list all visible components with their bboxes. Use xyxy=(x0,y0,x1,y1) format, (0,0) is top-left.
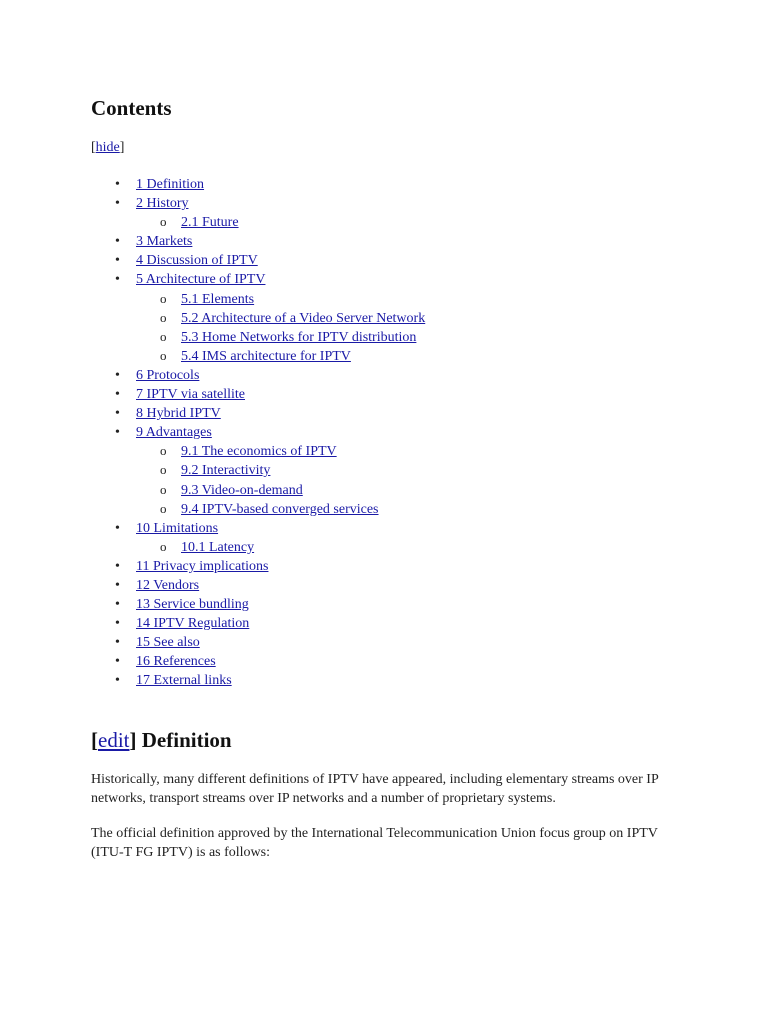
toc-subitem xyxy=(136,538,425,557)
toc-sublink[interactable]: 5.1 Elements xyxy=(181,291,255,307)
toc-list xyxy=(91,175,425,691)
toc-subitem xyxy=(136,500,425,519)
toc-sublink[interactable]: 5.3 Home Networks for IPTV distribution xyxy=(181,329,417,345)
toc-link[interactable]: 17 External links xyxy=(136,673,232,689)
toc-item xyxy=(91,671,425,690)
toc-item xyxy=(91,385,425,404)
edit-section-link[interactable]: edit xyxy=(98,728,130,752)
toc-toggle-open-bracket: [ xyxy=(91,140,96,155)
toc-sublink[interactable]: 9.2 Interactivity xyxy=(181,463,271,479)
toc-link[interactable]: 8 Hybrid IPTV xyxy=(136,406,221,422)
toc-link[interactable]: 13 Service bundling xyxy=(136,597,249,613)
toc-subitem xyxy=(136,328,425,347)
toc-link[interactable]: 7 IPTV via satellite xyxy=(136,387,245,403)
toc-subitem xyxy=(136,481,425,500)
toc-link[interactable]: 12 Vendors xyxy=(136,577,200,593)
toc-item xyxy=(91,423,425,518)
toc-item xyxy=(91,519,425,557)
toc-title: Contents xyxy=(91,96,172,120)
toc-link[interactable]: 9 Advantages xyxy=(136,425,212,441)
section-heading-definition xyxy=(91,726,232,754)
toc-sublink[interactable]: 10.1 Latency xyxy=(181,539,255,555)
toc-sublist xyxy=(136,442,425,518)
toc-sublist xyxy=(136,290,425,366)
toc-subitem xyxy=(136,461,425,480)
toc-sublink[interactable]: 9.3 Video-on-demand xyxy=(181,482,303,498)
toc-subitem xyxy=(136,442,425,461)
toc-link[interactable]: 6 Protocols xyxy=(136,367,200,383)
toc-link[interactable]: 11 Privacy implications xyxy=(136,558,269,574)
hide-toc-link[interactable]: hide xyxy=(95,140,120,155)
toc-item xyxy=(91,557,425,576)
definition-paragraph-2: The official definition approved by the International Telecommunication Union focus group on IPTV (ITU-T FG IPTV) is as follows: xyxy=(91,826,658,860)
toc-link[interactable]: 4 Discussion of IPTV xyxy=(136,253,258,269)
toc-sublink[interactable]: 5.4 IMS architecture for IPTV xyxy=(181,348,351,364)
definition-paragraph-1: Historically, many different definitions of IPTV have appeared, including elementary streams over IP networks, transport streams over IP networks and a number of proprietary systems. xyxy=(91,772,659,806)
toc-sublink[interactable]: 5.2 Architecture of a Video Server Network xyxy=(181,310,426,326)
toc-item xyxy=(91,652,425,671)
toc-link[interactable]: 1 Definition xyxy=(136,177,205,192)
toc-sublist xyxy=(136,213,425,232)
toc-sublink[interactable]: 9.1 The economics of IPTV xyxy=(181,444,337,460)
toc-link[interactable]: 10 Limitations xyxy=(136,520,219,536)
toc-sublink[interactable]: 9.4 IPTV-based converged services xyxy=(181,501,379,517)
toc-item xyxy=(91,251,425,270)
toc-item xyxy=(91,576,425,595)
toc-item xyxy=(91,175,425,194)
toc-link[interactable]: 15 See also xyxy=(136,635,200,651)
toc-subitem xyxy=(136,347,425,366)
toc-link[interactable]: 14 IPTV Regulation xyxy=(136,616,250,632)
toc-link[interactable]: 2 History xyxy=(136,196,189,212)
toc-toggle-close-bracket: ] xyxy=(119,140,125,155)
toc-item xyxy=(91,270,425,365)
toc-subitem xyxy=(136,290,425,309)
toc-link[interactable]: 3 Markets xyxy=(136,234,193,250)
toc-link[interactable]: 16 References xyxy=(136,654,216,670)
toc-item xyxy=(91,404,425,423)
toc-item xyxy=(91,366,425,385)
edit-open-bracket: [ xyxy=(91,728,98,752)
edit-close-bracket: ] xyxy=(129,728,137,752)
toc-sublist xyxy=(136,538,425,557)
toc-toggle xyxy=(91,139,124,157)
section-title: Definition xyxy=(136,728,232,752)
toc-item xyxy=(91,595,425,614)
toc-item xyxy=(91,194,425,232)
toc-item xyxy=(91,633,425,652)
toc-item xyxy=(91,232,425,251)
toc-item xyxy=(91,614,425,633)
toc-subitem xyxy=(136,309,425,328)
toc-subitem xyxy=(136,213,425,232)
toc-sublink[interactable]: 2.1 Future xyxy=(181,215,239,231)
toc-link[interactable]: 5 Architecture of IPTV xyxy=(136,272,266,288)
